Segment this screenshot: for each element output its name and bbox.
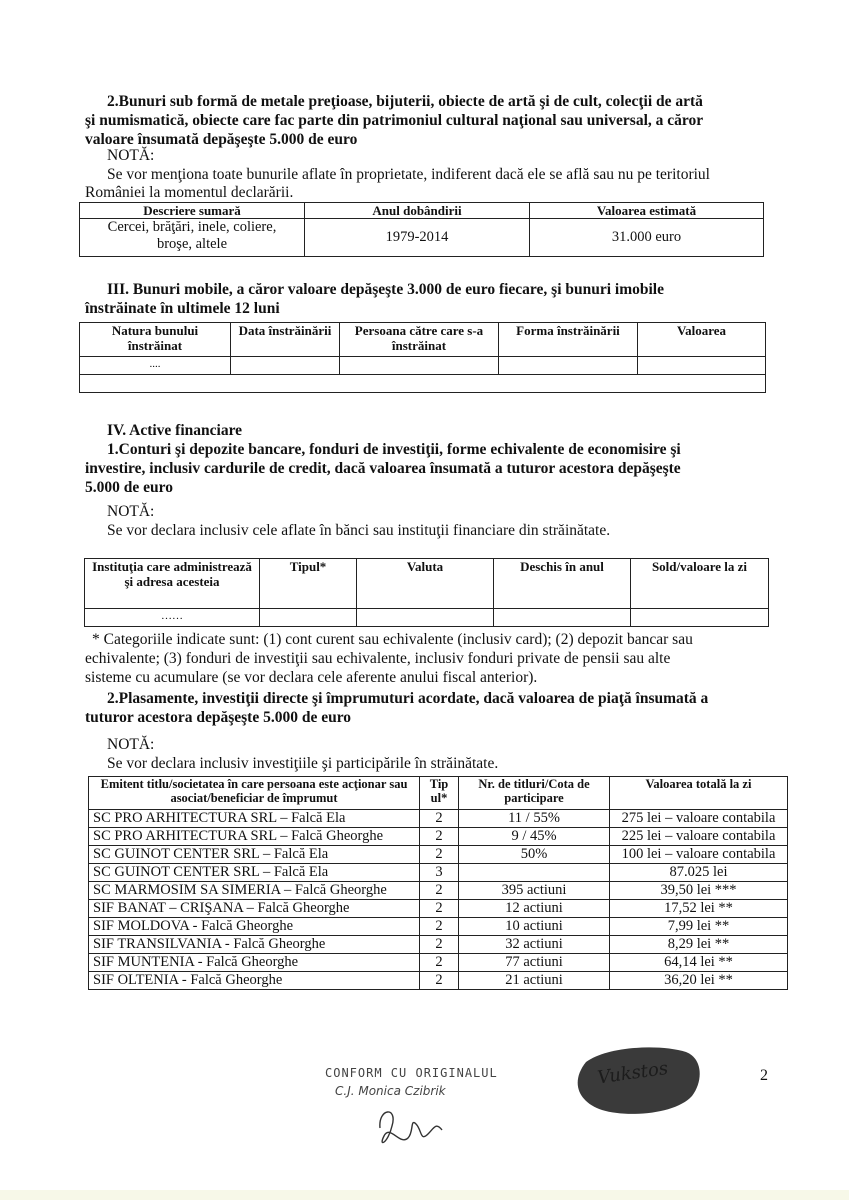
table-row [89,918,788,936]
cell-tip: 2 [420,846,459,864]
cell-valoarea-totala: 39,50 lei *** [610,882,788,900]
cell-tip: 2 [420,828,459,846]
signature-text: Vukstos [596,1057,670,1089]
section3-title-line2: înstrăinate în ultimele 12 luni [85,300,280,317]
cell-empty [499,357,638,375]
cell-emitent: SC PRO ARHITECTURA SRL – Falcă Ela [89,810,420,828]
section2-nota-label: NOTĂ: [107,147,155,164]
col-header-deschis: Deschis în anul [494,559,631,609]
col-header-valuta: Valuta [357,559,494,609]
cell-tip: 3 [420,864,459,882]
table-row [89,864,788,882]
cell-emitent: SC MARMOSIM SA SIMERIA – Falcă Gheorghe [89,882,420,900]
section4-sub1-line1: 1.Conturi şi depozite bancare, fonduri de investiţii, forme echivalente de economisire şi [107,441,681,458]
table-row [89,900,788,918]
section2-note-line1: Se vor menţiona toate bunurile aflate în proprietate, indiferent dacă ele se află sau nu pe teritoriul [107,166,710,183]
cell-nr-titluri: 9 / 45% [459,828,610,846]
investments-table [88,776,788,990]
cell-tip: 2 [420,810,459,828]
col-header-descriere: Descriere sumară [80,203,305,219]
col-header-anul: Anul dobândirii [305,203,530,219]
cell-empty [638,357,766,375]
section4-sub1-line2: investire, inclusiv cardurile de credit, dacă valoarea însumată a tuturor acestora depăşeşte [85,460,681,477]
footnote-line3: sisteme cu acumulare (se vor declara cele aferente anului fiscal anterior). [85,669,538,686]
cell-nr-titluri: 50% [459,846,610,864]
cell-valoarea-totala: 17,52 lei ** [610,900,788,918]
footnote-line2: echivalente; (3) fonduri de investiţii sau echivalente, inclusiv fonduri private de pensii sau alte [85,650,671,667]
cell-placeholder: .... [80,357,231,375]
cell-nr-titluri: 21 actiuni [459,972,610,990]
table-row [89,828,788,846]
footnote-line1: * Categoriile indicate sunt: (1) cont curent sau echivalente (inclusiv card); (2) depozit bancar sau [92,631,693,648]
cell-valoarea-totala: 7,99 lei ** [610,918,788,936]
cell-tip: 2 [420,900,459,918]
stamp-line1: CONFORM CU ORIGINALUL [325,1066,498,1080]
cell-nr-titluri: 10 actiuni [459,918,610,936]
col-header-forma: Forma înstrăinării [499,323,638,357]
handwritten-initials [370,1098,460,1153]
valuables-table [79,202,764,257]
cell-nr-titluri: 12 actiuni [459,900,610,918]
cell-emitent: SC GUINOT CENTER SRL – Falcă Ela [89,864,420,882]
investments-table-body [89,810,788,990]
cell-tip: 2 [420,936,459,954]
cell-emitent: SIF OLTENIA - Falcă Gheorghe [89,972,420,990]
col-header-valoarea: Valoarea estimată [530,203,764,219]
cell-valoarea-totala: 87.025 lei [610,864,788,882]
table-row [89,954,788,972]
section3-title-line1: III. Bunuri mobile, a căror valoare depăşeşte 3.000 de euro fiecare, şi bunuri imobile [107,281,664,298]
cell-tip: 2 [420,882,459,900]
section4-sub1-line3: 5.000 de euro [85,479,173,496]
cell-valoarea-totala: 64,14 lei ** [610,954,788,972]
cell-empty [260,609,357,627]
cell-valoarea-totala: 8,29 lei ** [610,936,788,954]
cell-emitent: SC PRO ARHITECTURA SRL – Falcă Gheorghe [89,828,420,846]
page-bottom-edge [0,1190,849,1200]
col-header-sold: Sold/valoare la zi [631,559,769,609]
cell-valoarea-totala: 275 lei – valoare contabila [610,810,788,828]
section4-title: IV. Active financiare [107,422,243,439]
col-header-persoana: Persoana către care s-a înstrăinat [340,323,499,357]
cell-empty [631,609,769,627]
col-header-valoarea-totala: Valoarea totală la zi [610,777,788,810]
cell-valoarea: 31.000 euro [530,219,764,257]
table-row [89,882,788,900]
cell-anul: 1979-2014 [305,219,530,257]
cell-valoarea-totala: 36,20 lei ** [610,972,788,990]
section4-note2: Se vor declara inclusiv investiţiile şi participările în străinătate. [107,755,499,772]
cell-descriere [80,219,305,257]
col-header-tipul: Tipul* [260,559,357,609]
cell-tip: 2 [420,954,459,972]
cell-nr-titluri: 395 actiuni [459,882,610,900]
cell-nr-titluri: 32 actiuni [459,936,610,954]
cell-valoarea-totala: 225 lei – valoare contabila [610,828,788,846]
section4-nota2-label: NOTĂ: [107,736,155,753]
section2-title-line1: 2.Bunuri sub formă de metale preţioase, bijuterii, obiecte de artă şi de cult, colecţii de artă [107,93,703,110]
section2-title-line3: valoare însumată depăşeşte 5.000 de euro [85,131,358,148]
cell-nr-titluri: 11 / 55% [459,810,610,828]
cell-empty [340,357,499,375]
col-header-natura: Natura bunului înstrăinat [80,323,231,357]
col-header-nr-titluri: Nr. de titluri/Cota de participare [459,777,610,810]
table-row [89,810,788,828]
bank-accounts-table [84,558,769,627]
table-row [80,375,766,393]
table-row [89,972,788,990]
page-number: 2 [760,1067,768,1084]
table-row [80,357,766,375]
signature-blob [568,1040,708,1120]
section2-note-line2: României la momentul declarării. [85,184,294,201]
section4-sub2-line2: tuturor acestora depăşeşte 5.000 de euro [85,709,352,726]
section4-note: Se vor declara inclusiv cele aflate în bănci sau instituţii financiare din străinătate. [107,522,611,539]
cell-nr-titluri [459,864,610,882]
cell-empty [357,609,494,627]
cell-valoarea-totala: 100 lei – valoare contabila [610,846,788,864]
cell-emitent: SIF TRANSILVANIA - Falcă Gheorghe [89,936,420,954]
col-header-valoarea: Valoarea [638,323,766,357]
table-row [89,846,788,864]
cell-empty [80,375,766,393]
col-header-emitent: Emitent titlu/societatea în care persoana este acţionar sau asociat/beneficiar de împrumut [89,777,420,810]
col-header-institutia: Instituţia care administrează şi adresa acesteia [85,559,260,609]
cell-tip: 2 [420,972,459,990]
cell-descriere-line1: Cercei, brăţări, inele, coliere, [107,219,277,235]
cell-placeholder: …… [85,609,260,627]
alienated-goods-table [79,322,766,393]
cell-descriere-line2: broşe, altele [156,236,228,252]
col-header-data: Data înstrăinării [231,323,340,357]
cell-emitent: SIF MUNTENIA - Falcă Gheorghe [89,954,420,972]
cell-empty [494,609,631,627]
col-header-tip: Tip ul* [420,777,459,810]
cell-tip: 2 [420,918,459,936]
stamp-line2: C.J. Monica Czibrik [335,1084,446,1098]
section2-title-line2: şi numismatică, obiecte care fac parte din patrimoniul cultural naţional sau universal, a căror [85,112,704,129]
table-row [80,219,764,257]
cell-emitent: SIF BANAT – CRIŞANA – Falcă Gheorghe [89,900,420,918]
cell-emitent: SIF MOLDOVA - Falcă Gheorghe [89,918,420,936]
section4-sub2-line1: 2.Plasamente, investiţii directe şi împrumuturi acordate, dacă valoarea de piaţă însumată a [107,690,709,707]
table-row [85,609,769,627]
section4-nota-label: NOTĂ: [107,503,155,520]
cell-nr-titluri: 77 actiuni [459,954,610,972]
cell-emitent: SC GUINOT CENTER SRL – Falcă Ela [89,846,420,864]
cell-empty [231,357,340,375]
table-row [89,936,788,954]
